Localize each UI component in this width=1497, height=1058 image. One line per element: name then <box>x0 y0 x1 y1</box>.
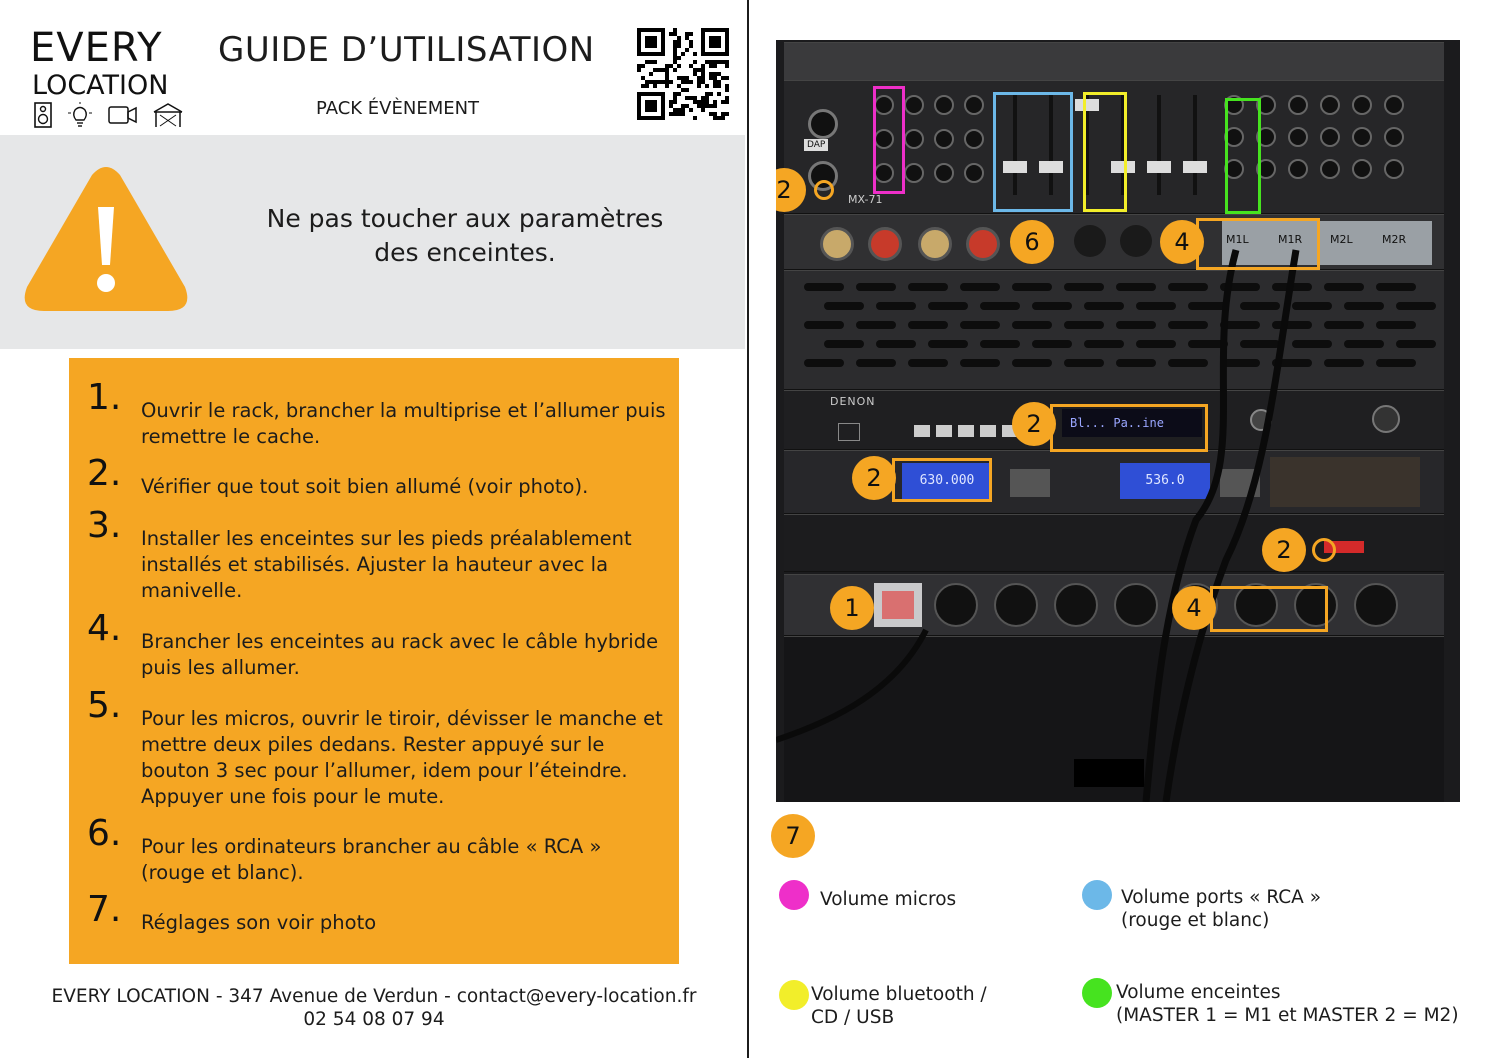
legend-line: Volume bluetooth / <box>811 984 987 1005</box>
legend-dot-bluetooth <box>779 980 809 1010</box>
step-text: Pour les ordinateurs brancher au câble « RCA » (rouge et blanc). <box>141 835 602 884</box>
page-title: GUIDE D’UTILISATION <box>218 30 595 70</box>
legend-line: Volume ports « RCA » <box>1121 887 1322 908</box>
photo-badge: 4 <box>1160 220 1204 264</box>
step-text: Pour les micros, ouvrir le tiroir, dévisser le manche et mettre deux piles dedans. Rester appuyé sur le bouton 3 sec pour l’allumer, idem pour l’éteindre. Appuyer une fois pour le mute. <box>141 707 663 808</box>
legend-line: (MASTER 1 = M1 et MASTER 2 = M2) <box>1116 1005 1459 1026</box>
cd-display: Bl... Pa..ine <box>1062 409 1202 437</box>
legend-line: (rouge et blanc) <box>1121 910 1270 931</box>
step-text: Ouvrir le rack, brancher la multiprise et l’allumer puis remettre le cache. <box>141 399 666 448</box>
warning-line-1: Ne pas toucher aux paramètres <box>266 204 664 233</box>
highlight-xlr-outputs <box>1196 218 1320 270</box>
step-number: 7. <box>87 889 122 930</box>
jack-label: M2L <box>1330 233 1353 246</box>
highlight-splitter-power <box>1312 538 1336 562</box>
logo-text-location: LOCATION <box>32 70 169 101</box>
footer-phone: 02 54 08 07 94 <box>303 1009 445 1030</box>
warning-text <box>230 202 700 270</box>
legend-dot-rca <box>1082 880 1112 910</box>
legend-dot-enceintes <box>1082 978 1112 1008</box>
photo-badge: 2 <box>1262 528 1306 572</box>
jack-label: M1R <box>1278 233 1303 246</box>
cd-brand: DENON <box>830 395 876 408</box>
rack-photo <box>776 40 1460 802</box>
step-number: 4. <box>87 608 122 649</box>
step-text: Brancher les enceintes au rack avec le câble hybride puis les allumer. <box>141 630 659 679</box>
footer-address: EVERY LOCATION - 347 Avenue de Verdun - contact@every-location.fr <box>51 986 697 1007</box>
photo-badge: 1 <box>830 586 874 630</box>
photo-badge: 2 <box>852 456 896 500</box>
highlight-speaker-sockets <box>1210 586 1328 632</box>
photo-badge: 6 <box>1010 220 1054 264</box>
jack-label: M2R <box>1382 233 1407 246</box>
photo-badge: 2 <box>1012 402 1056 446</box>
warning-line-2: des enceintes. <box>374 238 556 267</box>
page-subtitle: PACK ÉVÈNEMENT <box>316 98 480 119</box>
tent-icon <box>152 102 184 132</box>
mic2-display: 536.0 <box>1120 463 1210 499</box>
step-number: 2. <box>87 453 122 494</box>
legend-line: Volume enceintes <box>1116 982 1281 1003</box>
legend-label-enceintes <box>1116 981 1459 1027</box>
logo-text-every: EVERY <box>30 25 163 71</box>
highlight-mixer-power <box>814 180 834 200</box>
legend-line: Volume micros <box>820 889 957 910</box>
page-divider <box>747 0 749 1058</box>
legend-label-micros <box>820 888 956 911</box>
speaker-icon <box>34 102 52 132</box>
mixer-model: MX-71 <box>848 193 883 206</box>
mixer-brand: DAP <box>804 139 828 151</box>
highlight-mic-display <box>892 458 992 502</box>
step-text: Réglages son voir photo <box>141 911 377 934</box>
legend-line: CD / USB <box>811 1007 895 1028</box>
step-text: Vérifier que tout soit bien allumé (voir photo). <box>141 475 589 498</box>
highlight-cd-display <box>1050 404 1208 452</box>
legend-label-rca <box>1121 886 1321 932</box>
step-number: 3. <box>87 505 122 546</box>
jack-label: M1L <box>1226 233 1249 246</box>
step-number: 1. <box>87 377 122 418</box>
camera-icon <box>108 102 138 132</box>
legend-dot-micros <box>779 880 809 910</box>
step-number: 6. <box>87 813 122 854</box>
mic1-display: 630.000 <box>902 463 992 499</box>
photo-badge: 4 <box>1172 586 1216 630</box>
legend-badge: 7 <box>771 814 815 858</box>
warning-icon <box>22 165 190 315</box>
steps-panel <box>69 358 679 964</box>
step-number: 5. <box>87 685 122 726</box>
photo-badge: 2 <box>776 168 806 212</box>
legend-label-bluetooth <box>811 983 987 1029</box>
qr-code <box>637 28 729 120</box>
step-text: Installer les enceintes sur les pieds préalablement installés et stabilisés. Ajuster la hauteur avec la manivelle. <box>141 527 632 602</box>
logo-icons <box>34 102 184 132</box>
bulb-icon <box>66 102 94 132</box>
